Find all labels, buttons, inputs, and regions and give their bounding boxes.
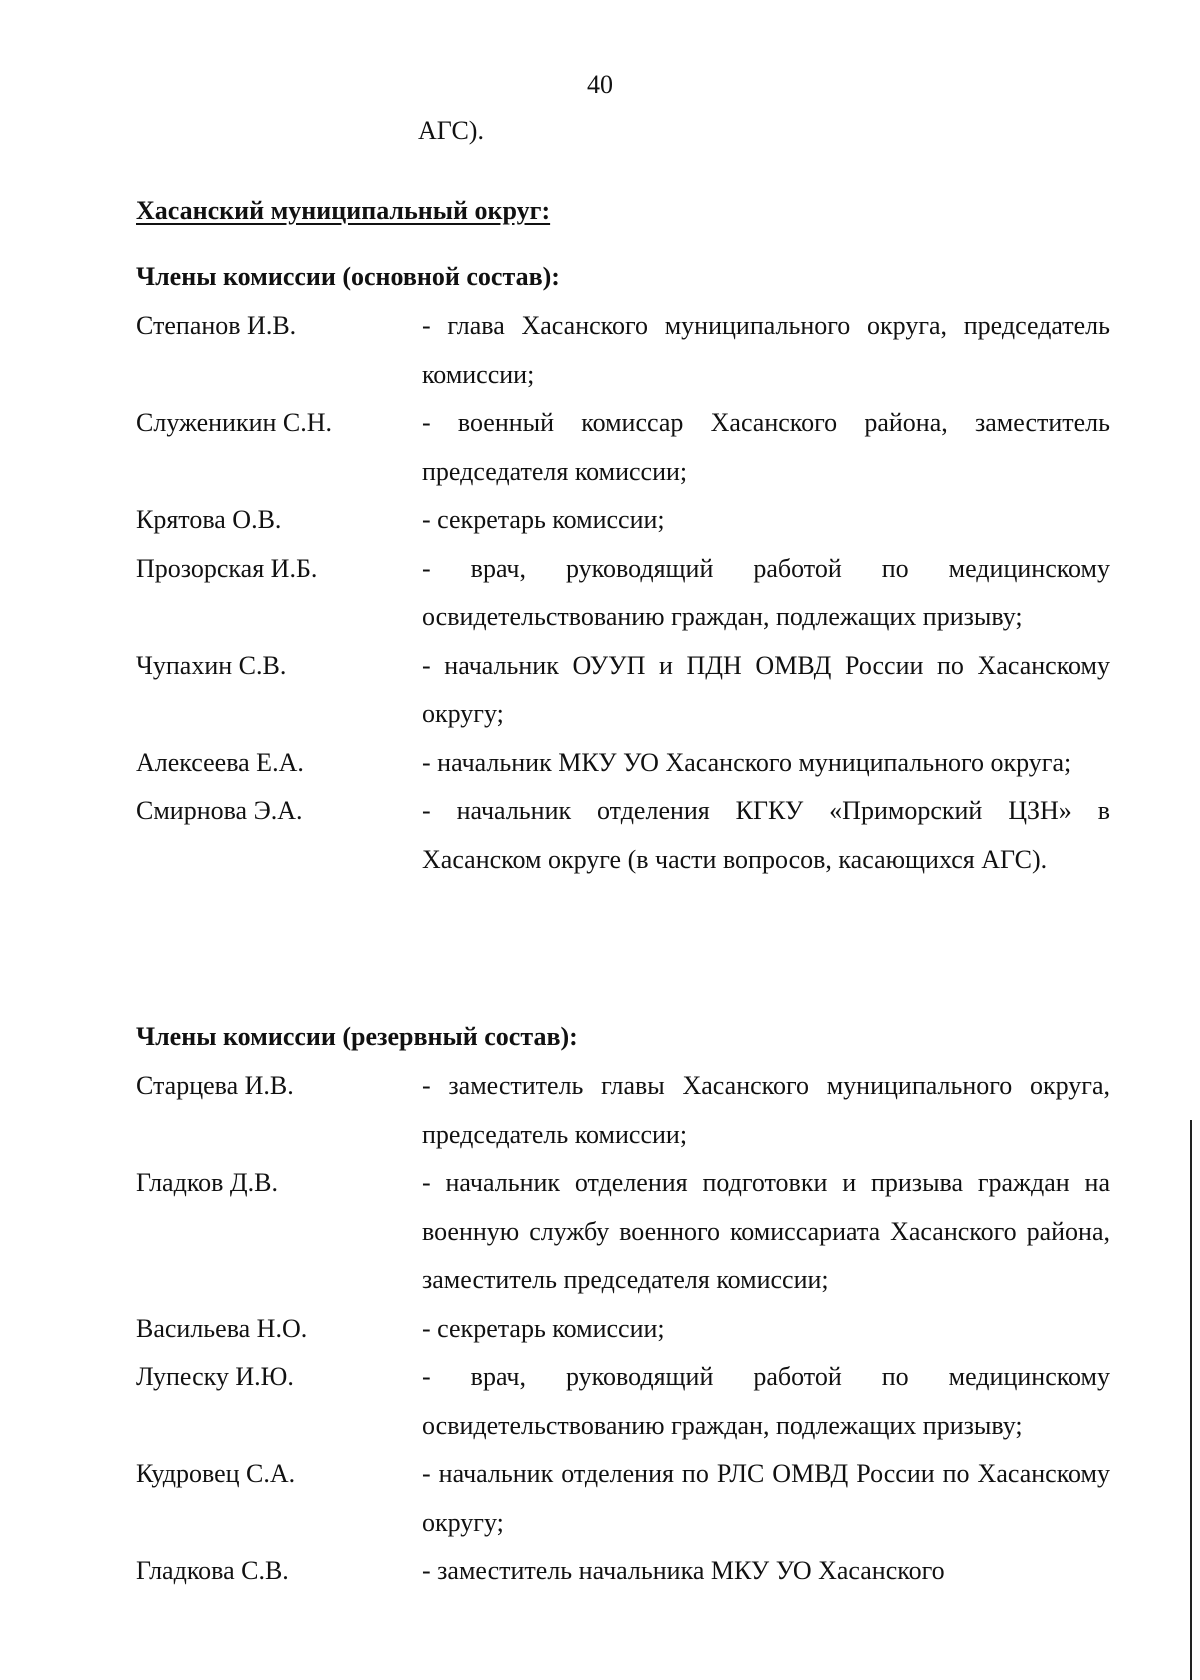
member-name: Старцева И.В. [136, 1071, 294, 1100]
member-name: Лупеску И.Ю. [136, 1362, 294, 1391]
member-row [136, 1062, 1110, 1159]
member-name: Чупахин С.В. [136, 650, 287, 680]
member-name: Служеникин С.Н. [136, 408, 333, 437]
member-row [136, 739, 1110, 788]
member-row [136, 545, 1110, 642]
member-name: Смирнова Э.А. [136, 796, 303, 825]
member-name: Кудровец С.А. [136, 1459, 296, 1488]
member-name: Алексеева Е.А. [136, 747, 304, 777]
member-role: - секретарь комиссии; [422, 1313, 665, 1343]
member-role: - военный комиссар Хасанского района, заместитель председателя комиссии; [422, 408, 1110, 486]
member-role: - начальник отделения по РЛС ОМВД России по Хасанскому округу; [422, 1459, 1110, 1537]
member-role: - начальник МКУ УО Хасанского муниципального округа; [422, 747, 1072, 777]
member-name: Степанов И.В. [136, 311, 297, 340]
member-row [136, 302, 1110, 399]
member-role: - заместитель главы Хасанского муниципального округа, председатель комиссии; [422, 1071, 1110, 1149]
scan-margin-line [1190, 1120, 1192, 1680]
member-name: Васильева Н.О. [136, 1313, 308, 1343]
member-row [136, 399, 1110, 496]
page-number: 40 [587, 70, 613, 99]
member-role: - врач, руководящий работой по медицинскому освидетельствованию граждан, подлежащих призыву; [422, 553, 1110, 631]
member-row [136, 1547, 1110, 1596]
main-member-list [136, 302, 1110, 884]
member-role: - начальник отделения подготовки и призыва граждан на военную службу военного комиссариата Хасанского района, заместитель председателя комиссии; [422, 1168, 1110, 1294]
member-row [136, 1450, 1110, 1547]
member-row [136, 1305, 1110, 1354]
main-composition-heading: Члены комиссии (основной состав): [136, 262, 560, 291]
reserve-composition-heading: Члены комиссии (резервный состав): [136, 1022, 578, 1051]
member-row [136, 1159, 1110, 1305]
member-role: - начальник отделения КГКУ «Приморский ЦЗН» в Хасанском округе (в части вопросов, касающихся АГС). [422, 796, 1110, 874]
section-title: Хасанский муниципальный округ: [136, 196, 551, 225]
member-row [136, 787, 1110, 884]
member-name: Гладкова С.В. [136, 1556, 289, 1585]
member-name: Гладков Д.В. [136, 1168, 278, 1197]
member-role: - врач, руководящий работой по медицинскому освидетельствованию граждан, подлежащих призыву; [422, 1362, 1110, 1440]
member-role: - заместитель начальника МКУ УО Хасанского [422, 1556, 945, 1585]
member-row [136, 1353, 1110, 1450]
member-row [136, 496, 1110, 545]
member-name: Прозорская И.Б. [136, 553, 318, 583]
member-row [136, 642, 1110, 739]
member-role: - глава Хасанского муниципального округа, председатель комиссии; [422, 311, 1110, 389]
member-role: - начальник ОУУП и ПДН ОМВД России по Хасанскому округу; [422, 650, 1110, 728]
member-name: Крятова О.В. [136, 505, 282, 534]
member-role: - секретарь комиссии; [422, 505, 665, 534]
continuation-text: АГС). [418, 116, 484, 145]
reserve-member-list [136, 1062, 1110, 1596]
